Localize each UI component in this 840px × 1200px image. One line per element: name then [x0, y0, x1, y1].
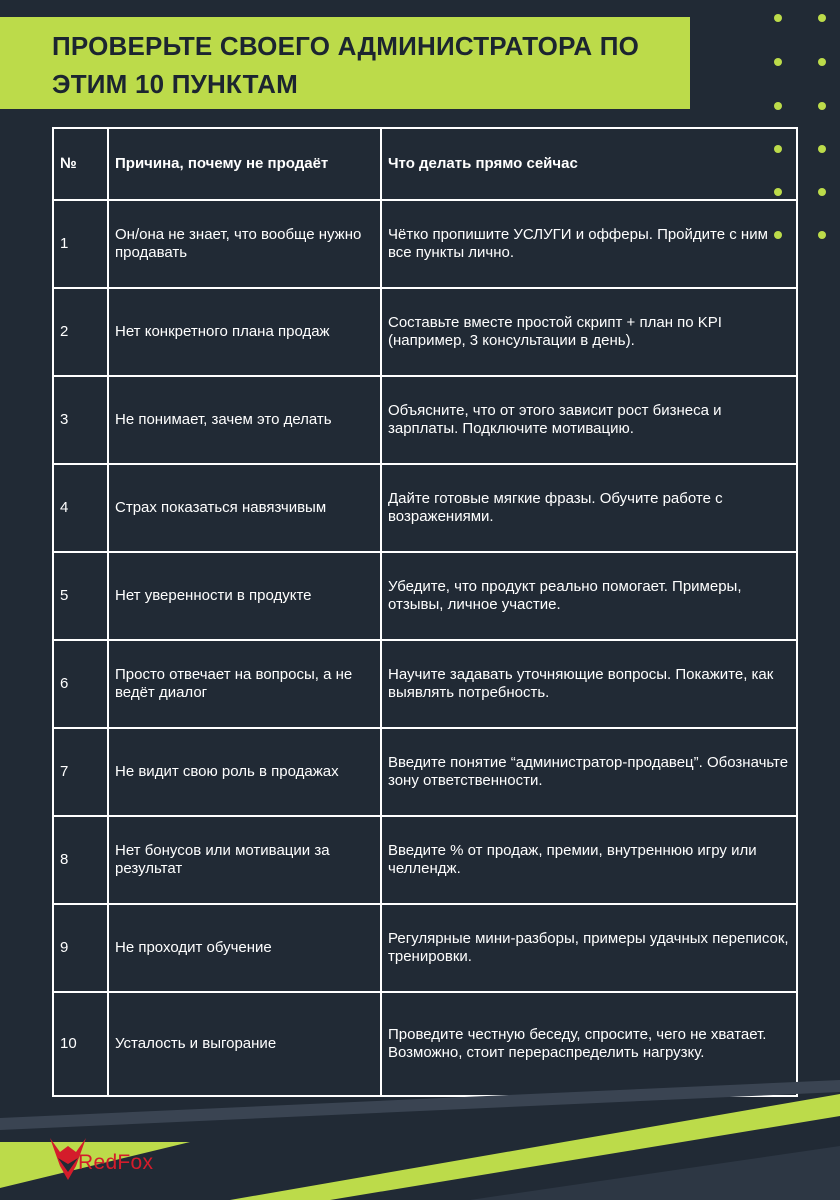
row-action: Проведите честную беседу, спросите, чего не хватает. Возможно, стоит перераспределить нагрузку.: [381, 992, 797, 1096]
row-number: 4: [53, 464, 108, 552]
row-reason: Он/она не знает, что вообще нужно продавать: [108, 200, 381, 288]
row-number: 9: [53, 904, 108, 992]
row-reason: Не понимает, зачем это делать: [108, 376, 381, 464]
table-row: [53, 200, 797, 288]
row-action: Введите % от продаж, премии, внутреннюю игру или челлендж.: [381, 816, 797, 904]
row-action: Дайте готовые мягкие фразы. Обучите работе с возражениями.: [381, 464, 797, 552]
header-number: №: [53, 128, 108, 200]
row-action: Убедите, что продукт реально помогает. Примеры, отзывы, личное участие.: [381, 552, 797, 640]
row-reason: Просто отвечает на вопросы, а не ведёт диалог: [108, 640, 381, 728]
row-action: Введите понятие “администратор-продавец”. Обозначьте зону ответственности.: [381, 728, 797, 816]
row-action: Регулярные мини-разборы, примеры удачных переписок, тренировки.: [381, 904, 797, 992]
page-title: ПРОВЕРЬТЕ СВОЕГО АДМИНИСТРАТОРА ПО ЭТИМ 10 ПУНКТАМ: [52, 31, 640, 99]
table-row: [53, 552, 797, 640]
header-action: Что делать прямо сейчас: [381, 128, 797, 200]
row-number: 5: [53, 552, 108, 640]
row-reason: Нет бонусов или мотивации за результат: [108, 816, 381, 904]
row-action: Составьте вместе простой скрипт + план по KPI (например, 3 консультации в день).: [381, 288, 797, 376]
checklist-table: [52, 127, 798, 1097]
row-number: 3: [53, 376, 108, 464]
table-row: [53, 288, 797, 376]
table-row: [53, 728, 797, 816]
row-reason: Страх показаться навязчивым: [108, 464, 381, 552]
row-reason: Нет конкретного плана продаж: [108, 288, 381, 376]
row-action: Чётко пропишите УСЛУГИ и офферы. Пройдите с ним все пункты лично.: [381, 200, 797, 288]
table-header-row: [53, 128, 797, 200]
row-number: 2: [53, 288, 108, 376]
row-reason: Не проходит обучение: [108, 904, 381, 992]
row-number: 10: [53, 992, 108, 1096]
row-number: 7: [53, 728, 108, 816]
table-row: [53, 376, 797, 464]
table-row: [53, 464, 797, 552]
header-reason: Причина, почему не продаёт: [108, 128, 381, 200]
row-action: Объясните, что от этого зависит рост бизнеса и зарплаты. Подключите мотивацию.: [381, 376, 797, 464]
logo-text: RedFox: [78, 1151, 154, 1174]
table-row: [53, 904, 797, 992]
row-reason: Не видит свою роль в продажах: [108, 728, 381, 816]
row-number: 1: [53, 200, 108, 288]
table-row: [53, 816, 797, 904]
table-row: [53, 640, 797, 728]
row-reason: Нет уверенности в продукте: [108, 552, 381, 640]
row-number: 6: [53, 640, 108, 728]
title-banner: [0, 17, 690, 109]
row-reason: Усталость и выгорание: [108, 992, 381, 1096]
row-action: Научите задавать уточняющие вопросы. Покажите, как выявлять потребность.: [381, 640, 797, 728]
row-number: 8: [53, 816, 108, 904]
